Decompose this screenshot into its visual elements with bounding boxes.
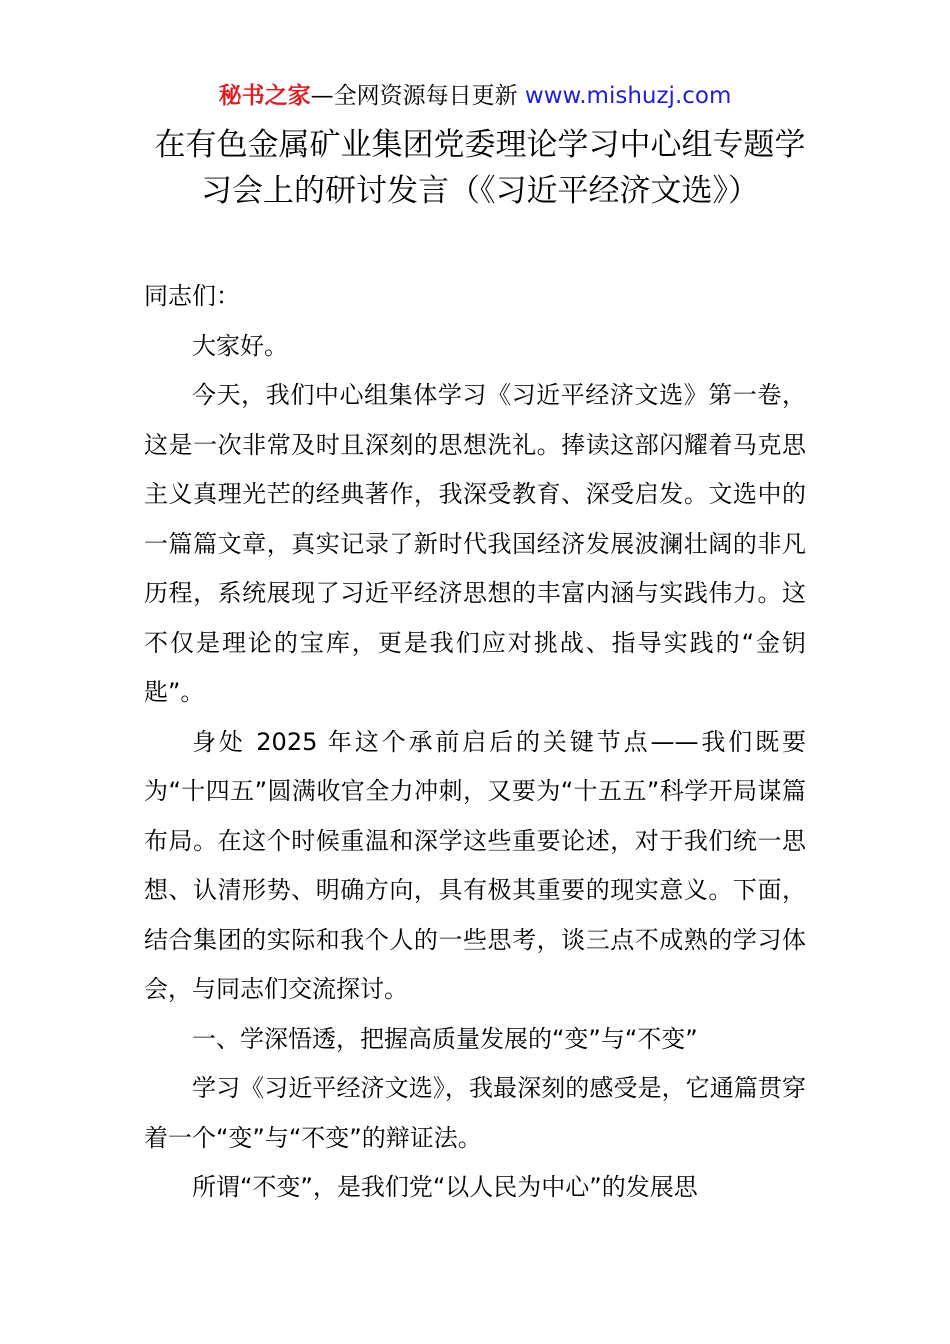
salutation: 同志们：: [144, 282, 240, 310]
paragraph-context: 身处 2025 年这个承前启后的关键节点——我们既要为“十四五”圆满收官全力冲刺，又要为“十五五”科学开局谋篇布局。在这个时候重温和深学这些重要论述，对于我们统一思想、认清形势、明确方向，具有极其重要的现实意义。下面，结合集团的实际和我个人的一些思考，谈三点不成熟的学习体会，与同志们交流探讨。: [144, 727, 806, 1003]
header-slogan: —全网资源每日更新: [310, 83, 525, 109]
paragraph-greeting: 大家好。: [192, 331, 288, 360]
document-body: [144, 272, 806, 1213]
page-header: [0, 80, 950, 112]
section-heading-1: 一、学深悟透，把握高质量发展的“变”与“不变”: [192, 1024, 698, 1053]
paragraph-section-1-continued: 所谓“不变”，是我们党“以人民为中心”的发展思: [192, 1173, 698, 1201]
website-link[interactable]: www.mishuzj.com: [524, 83, 732, 109]
brand-name: 秘书之家: [218, 83, 311, 109]
paragraph-introduction: 今天，我们中心组集体学习《习近平经济文选》第一卷，这是一次非常及时且深刻的思想洗礼。捧读这部闪耀着马克思主义真理光芒的经典著作，我深受教育、深受启发。文选中的一篇篇文章，真实记录了新时代我国经济发展波澜壮阔的非凡历程，系统展现了习近平经济思想的丰富内涵与实践伟力。这不仅是理论的宝库，更是我们应对挑战、指导实践的“金钥匙”。: [144, 381, 806, 706]
document-title: 在有色金属矿业集团党委理论学习中心组专题学习会上的研讨发言（《习近平经济文选》）: [154, 127, 806, 209]
paragraph-section-1-intro: 学习《习近平经济文选》，我最深刻的感受是，它通篇贯穿着一个“变”与“不变”的辩证法。: [144, 1074, 806, 1152]
